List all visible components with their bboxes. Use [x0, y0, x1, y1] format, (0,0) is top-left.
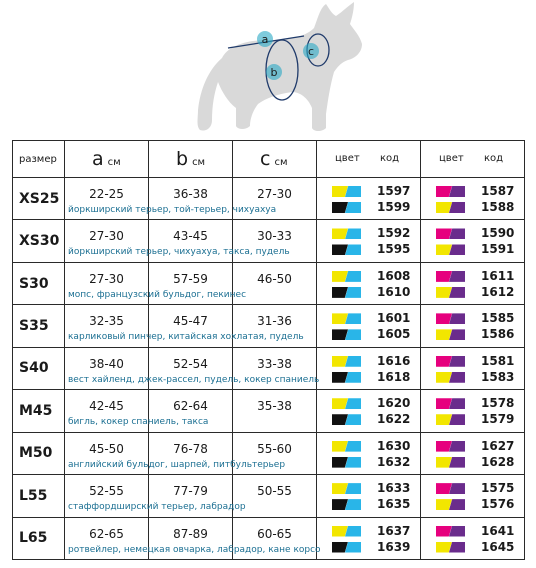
measure-c-cell: [233, 432, 317, 474]
color-swatch: [332, 372, 364, 383]
size-table: [12, 140, 525, 560]
measure-b-cell: [149, 390, 233, 432]
color-swatch: [436, 287, 468, 298]
product-code: 1595: [377, 242, 411, 257]
color-swatch: [332, 483, 364, 494]
measure-a-value: 27-30: [89, 271, 124, 286]
product-code: 1632: [377, 454, 411, 469]
measure-a-value: 22-25: [89, 187, 124, 201]
color-code-cell-2: [421, 178, 525, 220]
product-code: 1588: [481, 200, 515, 214]
product-code: 1622: [377, 412, 411, 427]
measure-b-cell: [149, 220, 233, 262]
measure-a-value: 38-40: [89, 356, 124, 371]
table-row: [13, 262, 525, 304]
color-swatch: [332, 441, 364, 452]
product-code: 1611: [481, 268, 515, 283]
header-color-code-2: цвет код: [421, 141, 525, 178]
product-code: 1627: [481, 438, 515, 453]
color-code-cell-2: [421, 390, 525, 432]
marker-b-label: b: [270, 66, 278, 79]
color-code-cell-2: [421, 220, 525, 262]
measure-a-value: 27-30: [89, 229, 124, 244]
table-row: [13, 220, 525, 262]
color-swatch: [436, 398, 468, 409]
measure-c-value: 31-36: [257, 314, 292, 329]
product-code: 1639: [377, 539, 411, 554]
color-swatch: [436, 457, 468, 468]
product-code: 1616: [377, 353, 411, 368]
color-swatch: [436, 483, 468, 494]
product-code: 1620: [377, 396, 411, 411]
product-code: 1645: [481, 539, 515, 554]
table-row: [13, 475, 525, 517]
table-row: [13, 432, 525, 474]
table-row: [13, 178, 525, 220]
product-code: 1641: [481, 523, 515, 538]
size-cell: M50: [13, 432, 65, 474]
color-swatch: [332, 457, 364, 468]
color-code-cell-2: [421, 475, 525, 517]
size-cell: M45: [13, 390, 65, 432]
product-code: 1605: [377, 327, 411, 342]
measure-a-value: 45-50: [89, 441, 124, 456]
measure-b-value: 87-89: [173, 526, 208, 541]
color-code-cell-1: [317, 305, 421, 347]
color-swatch: [332, 202, 364, 213]
color-swatch: [436, 202, 468, 213]
color-swatch: [332, 542, 364, 553]
measure-c-cell: [233, 390, 317, 432]
measure-b-cell: [149, 305, 233, 347]
color-code-cell-2: [421, 305, 525, 347]
measure-c-value: 60-65: [257, 526, 292, 541]
color-swatch: [332, 287, 364, 298]
breed-list: ротвейлер, немецкая овчарка, лабрадор, кане корсо: [68, 544, 321, 555]
product-code: 1576: [481, 497, 515, 512]
color-swatch: [332, 186, 364, 197]
measure-c-cell: [233, 475, 317, 517]
size-cell: L55: [13, 475, 65, 517]
measure-c-value: 55-60: [257, 441, 292, 456]
measure-c-value: 33-38: [257, 356, 292, 371]
product-code: 1599: [377, 200, 411, 214]
color-swatch: [436, 372, 468, 383]
breed-list: бигль, кокер спаниель, такса: [68, 417, 209, 428]
product-code: 1585: [481, 311, 515, 326]
marker-a-label: a: [261, 33, 269, 46]
table-row: [13, 305, 525, 347]
measure-c-cell: [233, 178, 317, 220]
breed-list: мопс, французский бульдог, пекинес: [68, 289, 247, 300]
color-swatch: [436, 228, 468, 239]
color-swatch: [332, 526, 364, 537]
color-code-cell-1: [317, 347, 421, 389]
measure-a-value: 32-35: [89, 314, 124, 329]
color-code-cell-2: [421, 347, 525, 389]
color-code-cell-1: [317, 390, 421, 432]
product-code: 1581: [481, 353, 515, 368]
color-code-cell-1: [317, 262, 421, 304]
product-code: 1628: [481, 454, 515, 469]
measure-c-cell: [233, 517, 317, 560]
breed-list: стаффордширский терьер, лабрадор: [68, 502, 246, 513]
color-swatch: [332, 271, 364, 282]
header-size: размер: [13, 141, 65, 178]
product-code: 1635: [377, 497, 411, 512]
header-a: a см: [65, 141, 149, 178]
product-code: 1592: [377, 226, 411, 241]
color-swatch: [436, 271, 468, 282]
measure-c-value: 35-38: [257, 399, 292, 414]
color-swatch: [436, 313, 468, 324]
color-code-cell-1: [317, 220, 421, 262]
measure-a-value: 42-45: [89, 399, 124, 414]
product-code: 1578: [481, 396, 515, 411]
size-cell: S35: [13, 305, 65, 347]
table-row: [13, 390, 525, 432]
product-code: 1608: [377, 268, 411, 283]
measure-a-value: 52-55: [89, 484, 124, 499]
color-swatch: [436, 414, 468, 425]
measure-b-value: 52-54: [173, 356, 208, 371]
product-code: 1587: [481, 184, 515, 198]
measure-c-value: 27-30: [257, 187, 292, 201]
measure-c-value: 50-55: [257, 484, 292, 499]
color-code-cell-1: [317, 517, 421, 560]
color-swatch: [436, 441, 468, 452]
breed-list: йоркширский терьер, чихуахуа, такса, пудель: [68, 247, 290, 258]
color-swatch: [436, 186, 468, 197]
measure-b-cell: [149, 262, 233, 304]
color-swatch: [436, 542, 468, 553]
measure-c-cell: [233, 262, 317, 304]
size-cell: L65: [13, 517, 65, 560]
measure-b-value: 45-47: [173, 314, 208, 329]
color-swatch: [436, 499, 468, 510]
product-code: 1597: [377, 184, 411, 198]
product-code: 1601: [377, 311, 411, 326]
color-code-cell-2: [421, 262, 525, 304]
measure-b-value: 43-45: [173, 229, 208, 244]
color-code-cell-1: [317, 432, 421, 474]
measure-b-cell: [149, 475, 233, 517]
measure-b-value: 36-38: [173, 187, 208, 201]
marker-c-label: c: [307, 45, 315, 58]
color-swatch: [436, 526, 468, 537]
color-swatch: [332, 244, 364, 255]
color-code-cell-2: [421, 517, 525, 560]
measure-c-value: 46-50: [257, 271, 292, 286]
breed-list: карликовый пинчер, китайская хохлатая, пудель: [68, 332, 304, 343]
color-code-cell-1: [317, 475, 421, 517]
product-code: 1579: [481, 412, 515, 427]
measure-c-cell: [233, 305, 317, 347]
measure-b-cell: [149, 178, 233, 220]
color-swatch: [332, 414, 364, 425]
color-code-cell-1: [317, 178, 421, 220]
measure-c-cell: [233, 220, 317, 262]
measure-b-cell: [149, 347, 233, 389]
size-cell: XS30: [13, 220, 65, 262]
product-code: 1633: [377, 481, 411, 496]
header-c: c см: [233, 141, 317, 178]
product-code: 1630: [377, 438, 411, 453]
measure-b-value: 76-78: [173, 441, 208, 456]
header-color-code-1: цвет код: [317, 141, 421, 178]
product-code: 1583: [481, 369, 515, 384]
measure-b-value: 62-64: [173, 399, 208, 414]
color-swatch: [332, 398, 364, 409]
measure-b-value: 57-59: [173, 271, 208, 286]
product-code: 1575: [481, 481, 515, 496]
measure-a-value: 62-65: [89, 526, 124, 541]
table-row: [13, 347, 525, 389]
size-cell: XS25: [13, 178, 65, 220]
breed-list: йоркширский терьер, той-терьер, чихуахуа: [68, 205, 277, 215]
dog-measurement-illustration: [0, 0, 536, 140]
color-swatch: [332, 329, 364, 340]
measure-b-cell: [149, 517, 233, 560]
breed-list: вест хайленд, джек-рассел, пудель, кокер спаниель: [68, 374, 320, 385]
size-cell: S40: [13, 347, 65, 389]
product-code: 1637: [377, 523, 411, 538]
color-swatch: [332, 228, 364, 239]
measure-c-cell: [233, 347, 317, 389]
header-b: b см: [149, 141, 233, 178]
size-cell: S30: [13, 262, 65, 304]
color-code-cell-2: [421, 432, 525, 474]
breed-list: английский бульдог, шарпей, питбультерьер: [68, 459, 286, 470]
measure-b-value: 77-79: [173, 484, 208, 499]
measure-b-cell: [149, 432, 233, 474]
product-code: 1610: [377, 284, 411, 299]
table-row: [13, 517, 525, 560]
color-swatch: [436, 244, 468, 255]
color-swatch: [436, 356, 468, 367]
color-swatch: [436, 329, 468, 340]
measure-c-value: 30-33: [257, 229, 292, 244]
product-code: 1612: [481, 284, 515, 299]
product-code: 1618: [377, 369, 411, 384]
table-header-row: [13, 141, 525, 178]
product-code: 1586: [481, 327, 515, 342]
color-swatch: [332, 499, 364, 510]
product-code: 1590: [481, 226, 515, 241]
product-code: 1591: [481, 242, 515, 257]
color-swatch: [332, 313, 364, 324]
color-swatch: [332, 356, 364, 367]
